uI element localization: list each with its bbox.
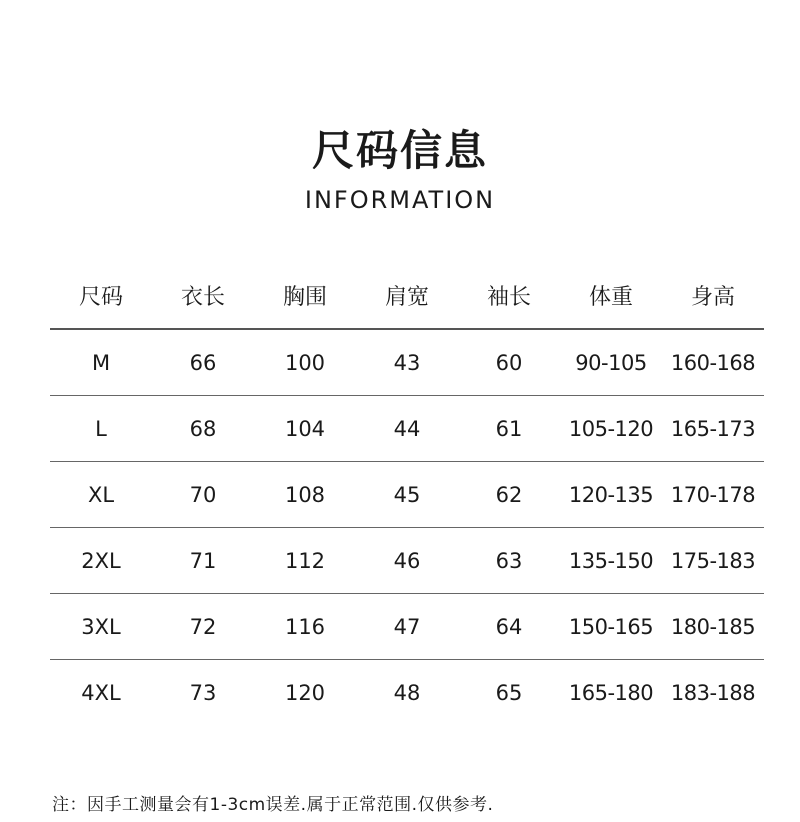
table-cell: 116 [254, 594, 356, 660]
footnote: 注：因手工测量会有1-3cm误差.属于正常范围.仅供参考. [52, 795, 494, 815]
table-cell: 135-150 [560, 528, 662, 594]
table-row [50, 528, 764, 594]
table-row [50, 329, 764, 396]
table-cell: 2XL [50, 528, 152, 594]
table-cell: 165-180 [568, 680, 654, 705]
column-header-sleeve: 袖长 [458, 262, 560, 329]
table-cell: 72 [152, 594, 254, 660]
table-cell: 108 [254, 462, 356, 528]
table-cell: 104 [254, 396, 356, 462]
table-cell: 62 [458, 462, 560, 528]
table-cell: 112 [254, 528, 356, 594]
table-cell: 120 [284, 680, 326, 705]
table-cell: 160-168 [662, 329, 764, 396]
column-header-size: 尺码 [50, 262, 152, 329]
table-cell: 105-120 [560, 396, 662, 462]
table-cell: 70 [152, 462, 254, 528]
table-cell: L [50, 396, 152, 462]
table-cell: 100 [254, 329, 356, 396]
table-cell: 44 [356, 396, 458, 462]
column-header-height: 身高 [662, 262, 764, 329]
table-row [50, 660, 764, 726]
table-cell: 175-183 [662, 528, 764, 594]
table-row [50, 594, 764, 660]
table-cell: 183-188 [670, 680, 756, 705]
table-cell: 150-165 [560, 594, 662, 660]
table-cell: 71 [152, 528, 254, 594]
table-cell: 3XL [50, 594, 152, 660]
table-cell: 68 [152, 396, 254, 462]
table-cell: 60 [458, 329, 560, 396]
table-cell: 4XL [81, 680, 121, 705]
table-row [50, 396, 764, 462]
column-header-chest: 胸围 [254, 262, 356, 329]
table-cell: 66 [152, 329, 254, 396]
table-cell: 63 [458, 528, 560, 594]
table-cell: 61 [458, 396, 560, 462]
table-header-row [50, 262, 764, 329]
page-title: 尺码信息 [311, 126, 488, 175]
size-table [50, 262, 764, 725]
table-cell: 65 [495, 680, 523, 705]
table-row [50, 462, 764, 528]
column-header-length: 衣长 [152, 262, 254, 329]
page-subtitle: INFORMATION [304, 186, 496, 214]
table-cell: 73 [189, 680, 217, 705]
table-cell: M [50, 329, 152, 396]
table-cell: 180-185 [662, 594, 764, 660]
table-cell: 64 [458, 594, 560, 660]
column-header-shoulder: 肩宽 [356, 262, 458, 329]
table-cell: 48 [393, 680, 421, 705]
table-cell: 120-135 [560, 462, 662, 528]
table-cell: 47 [356, 594, 458, 660]
table-cell: 90-105 [560, 329, 662, 396]
table-cell: 43 [356, 329, 458, 396]
table-cell: 46 [356, 528, 458, 594]
column-header-weight: 体重 [560, 262, 662, 329]
table-cell: XL [50, 462, 152, 528]
table-cell: 165-173 [662, 396, 764, 462]
table-cell: 45 [356, 462, 458, 528]
table-cell: 170-178 [662, 462, 764, 528]
